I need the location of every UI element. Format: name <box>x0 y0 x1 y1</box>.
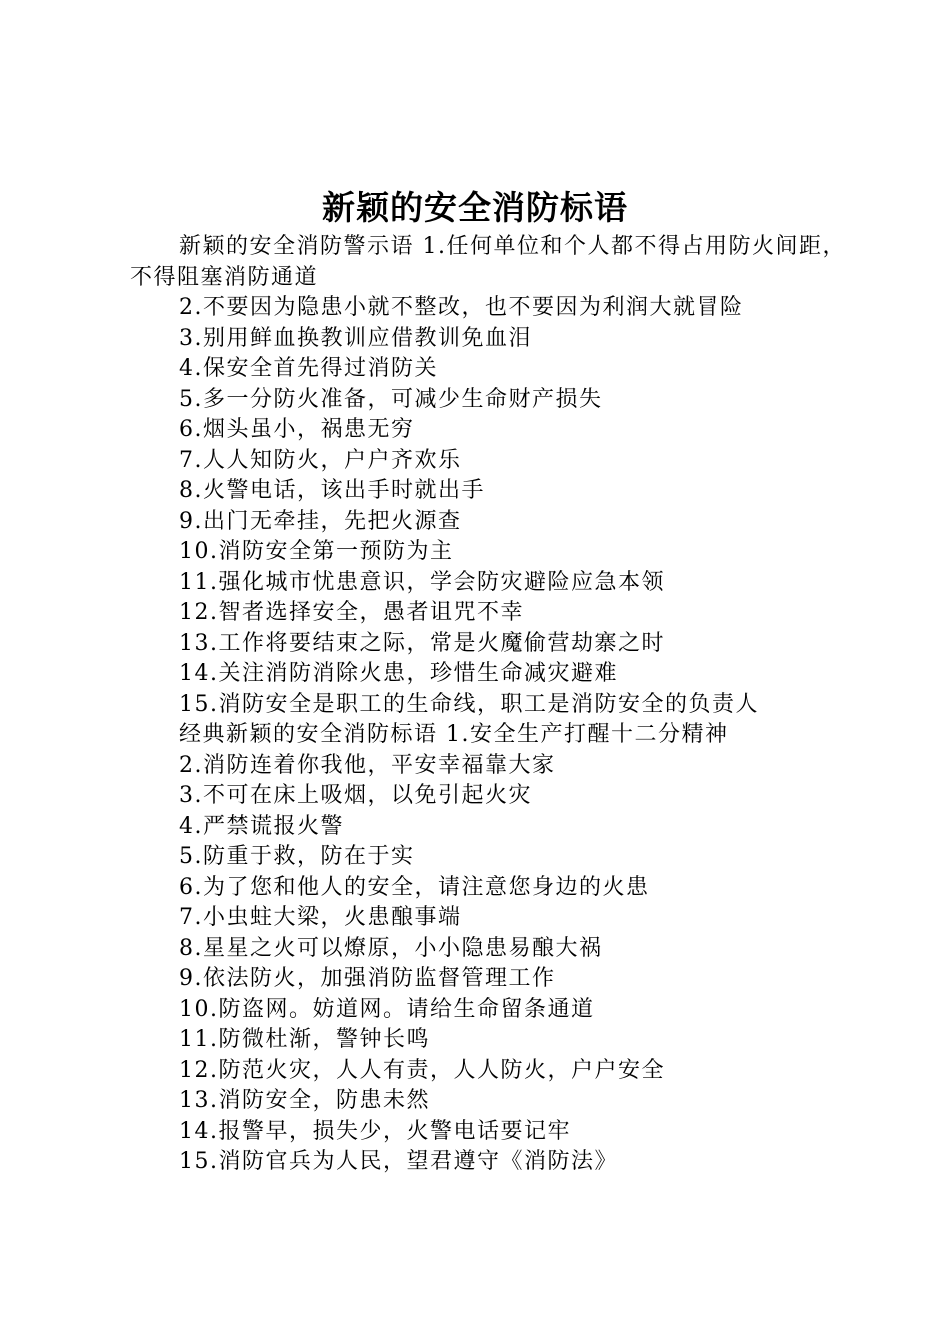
slogan-line: 10.防盗网。妨道网。请给生命留条通道 <box>179 996 595 1022</box>
slogan-line: 7.小虫蛀大梁，火患酿事端 <box>179 905 462 930</box>
slogan-line: 3.别用鲜血换教训应借教训免血泪 <box>179 325 532 351</box>
slogan-line: 6.为了您和他人的安全，请注意您身边的火患 <box>179 874 650 900</box>
slogan-line: 7.人人知防火，户户齐欢乐 <box>179 447 462 473</box>
slogan-line: 9.依法防火，加强消防监督管理工作 <box>179 966 556 991</box>
slogan-line: 13.消防安全，防患未然 <box>179 1088 430 1113</box>
slogan-line: 14.报警早，损失少，火警电话要记牢 <box>179 1118 571 1144</box>
slogan-line: 15.消防官兵为人民，望君遵守《消防法》 <box>179 1149 618 1174</box>
slogan-line: 13.工作将要结束之际，常是火魔偷营劫寨之时 <box>179 630 665 656</box>
slogan-line: 15.消防安全是职工的生命线，职工是消防安全的负责人 <box>179 691 759 717</box>
slogan-line: 9.出门无牵挂，先把火源查 <box>179 508 462 534</box>
intro-paragraph: 新颖的安全消防警示语 1.任何单位和个人都不得占用防火间距，不得阻塞消防通道 <box>130 234 846 290</box>
document-body <box>130 232 850 1178</box>
slogan-line: 5.防重于救，防在于实 <box>179 844 415 869</box>
slogan-line: 10.消防安全第一预防为主 <box>179 539 454 564</box>
slogan-line: 11.强化城市忧患意识，学会防灾避险应急本领 <box>179 569 665 595</box>
slogan-line: 4.严禁谎报火警 <box>179 813 344 839</box>
slogan-line: 12.防范火灾，人人有责，人人防火，户户安全 <box>179 1057 665 1083</box>
slogan-line: 12.智者选择安全，愚者诅咒不幸 <box>179 600 524 625</box>
section-heading-line: 经典新颖的安全消防标语 1.安全生产打醒十二分精神 <box>179 722 729 747</box>
slogan-line: 6.烟头虽小，祸患无穷 <box>179 417 415 442</box>
slogan-line: 4.保安全首先得过消防关 <box>179 356 438 381</box>
slogan-line: 2.不要因为隐患小就不整改，也不要因为利润大就冒险 <box>179 295 744 320</box>
page-title: 新颖的安全消防标语 <box>322 188 628 227</box>
slogan-line: 8.星星之火可以燎原，小小隐患易酿大祸 <box>179 935 603 961</box>
slogan-line: 8.火警电话，该出手时就出手 <box>179 478 485 503</box>
slogan-line: 14.关注消防消除火患，珍惜生命减灾避难 <box>179 661 618 686</box>
slogan-line: 3.不可在床上吸烟，以免引起火灾 <box>179 783 532 808</box>
slogan-line: 2.消防连着你我他，平安幸福靠大家 <box>179 752 556 778</box>
slogan-line: 11.防微杜渐，警钟长鸣 <box>179 1027 430 1052</box>
slogan-line: 5.多一分防火准备，可减少生命财产损失 <box>179 386 603 412</box>
